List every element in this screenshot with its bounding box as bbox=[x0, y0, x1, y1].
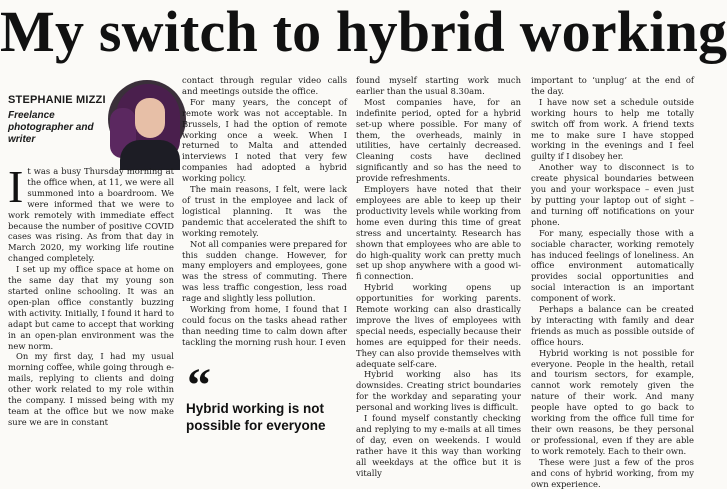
article-paragraph: contact through regular video calls and meetings outside the office. bbox=[182, 75, 347, 96]
article-paragraph: For many, especially those with a sociable character, working remotely has induced feelings of loneliness. An office environment automatically provides social opportunities and social interaction is an important component of work. bbox=[531, 227, 694, 304]
article-paragraph: These were just a few of the pros and cons of hybrid working, from my own experience. bbox=[531, 456, 694, 489]
article-column-1 bbox=[8, 161, 174, 438]
article-paragraph: Perhaps a balance can be created by interacting with family and dear friends as much as possible outside of office hours. bbox=[531, 304, 694, 347]
headline: My switch to hybrid working bbox=[0, 0, 727, 64]
article-paragraph: Not all companies were prepared for this sudden change. However, for many employers and employees, gone was the stress of commuting. There was less traffic congestion, less road rage and slightly less pollution. bbox=[182, 238, 347, 304]
article-column-4 bbox=[531, 75, 694, 489]
article-paragraph bbox=[8, 161, 174, 264]
article-paragraph: The main reasons, I felt, were lack of trust in the employee and lack of logistical planning. It was the pandemic that accelerated the shift to working remotely. bbox=[182, 184, 347, 238]
article-column-2 bbox=[182, 75, 347, 347]
article-paragraph: Working from home, I found that I could focus on the tasks ahead rather than needing time to calm down after tackling the morning rush hour. I even bbox=[182, 304, 347, 347]
quote-mark-icon: “ bbox=[187, 359, 211, 412]
article-paragraph: Hybrid working opens up opportunities for working parents. Remote working can also drastically improve the lives of employees with special needs, especially because their homes are equipped for their needs. They can also provide themselves with adequate self-care. bbox=[356, 282, 522, 369]
article-paragraph: Most companies have, for an indefinite period, opted for a hybrid set-up where possible. For many of them, the overheads, mainly in utilities, have certainly decreased. Cleaning costs have declined significantly and so has the need to provide refreshments. bbox=[356, 96, 521, 184]
byline-name: STEPHANIE MIZZI bbox=[8, 94, 106, 106]
article-paragraph: Another way to disconnect is to create physical boundaries between you and your workspace – even just by putting your laptop out of sight – and turning off notifications on your phone. bbox=[531, 162, 694, 227]
article-paragraph: Hybrid working is not possible for everyone. People in the health, retail and tourism sectors, for example, cannot work remotely given the nature of their work. And many people have opted to go back to working from the office full time for their own reasons, be they personal or professional, even if they are able to work remotely. Each to their own. bbox=[531, 347, 694, 456]
paragraph-text: t was a busy Thursday morning at the office when, at 11, we were all summoned into a boardroom. We were informed that we were to work remotely with immediate effect because the number of positive COVID cases was rising. As from that day in March 2020, my working life routine changed completely. bbox=[8, 166, 174, 264]
article-paragraph: On my first day, I had my usual morning coffee, while going through e-mails, replying to clients and doing other work related to my role within the company. I missed being with my team at the office but we now make sure we are in constant bbox=[8, 351, 174, 427]
pull-quote: Hybrid working is not possible for everyone bbox=[186, 401, 326, 433]
article-paragraph: I set up my office space at home on the same day that my young son started online schooling. It was an open-plan office constantly buzzing with activity. Initially, I found it hard to adapt but came to accept that working in an open-plan environment was the new norm. bbox=[8, 264, 174, 351]
drop-cap: I bbox=[8, 161, 24, 212]
article-paragraph: For many years, the concept of remote work was not acceptable. In Brussels, I had the option of remote working once a week. When I returned to Malta and attended interviews I noted that very few companies had adopted a hybrid working policy. bbox=[182, 96, 347, 184]
portrait-face bbox=[135, 98, 165, 138]
author-portrait bbox=[108, 80, 186, 158]
article-paragraph: Employers have noted that their employees are able to keep up their productivity levels while working from home even during this time of great stress and uncertainty. Research has shown that employees who are able to do high-quality work can pretty much set up shop anywhere with a good wi-fi connection. bbox=[356, 184, 521, 282]
article-column-3 bbox=[356, 75, 522, 478]
byline-role: Freelance photographer and writer bbox=[8, 110, 94, 145]
article-paragraph: I have now set a schedule outside working hours to help me totally switch off from work. A friend texts me to make sure I have stopped working in the evenings and I feel guilty if I disobey her. bbox=[531, 96, 694, 162]
article-paragraph: Hybrid working also has its downsides. Creating strict boundaries for the workday and separating your personal and working lives is difficult. bbox=[356, 369, 521, 413]
article-paragraph: I found myself constantly checking and replying to my e-mails at all times of day, even on weekends. I would rather have it this way than working all weekdays at the office but it is vitally bbox=[356, 413, 521, 478]
article-paragraph: important to ‘unplug’ at the end of the day. bbox=[531, 75, 694, 96]
article-paragraph: found myself starting work much earlier than the usual 8.30am. bbox=[356, 75, 521, 96]
